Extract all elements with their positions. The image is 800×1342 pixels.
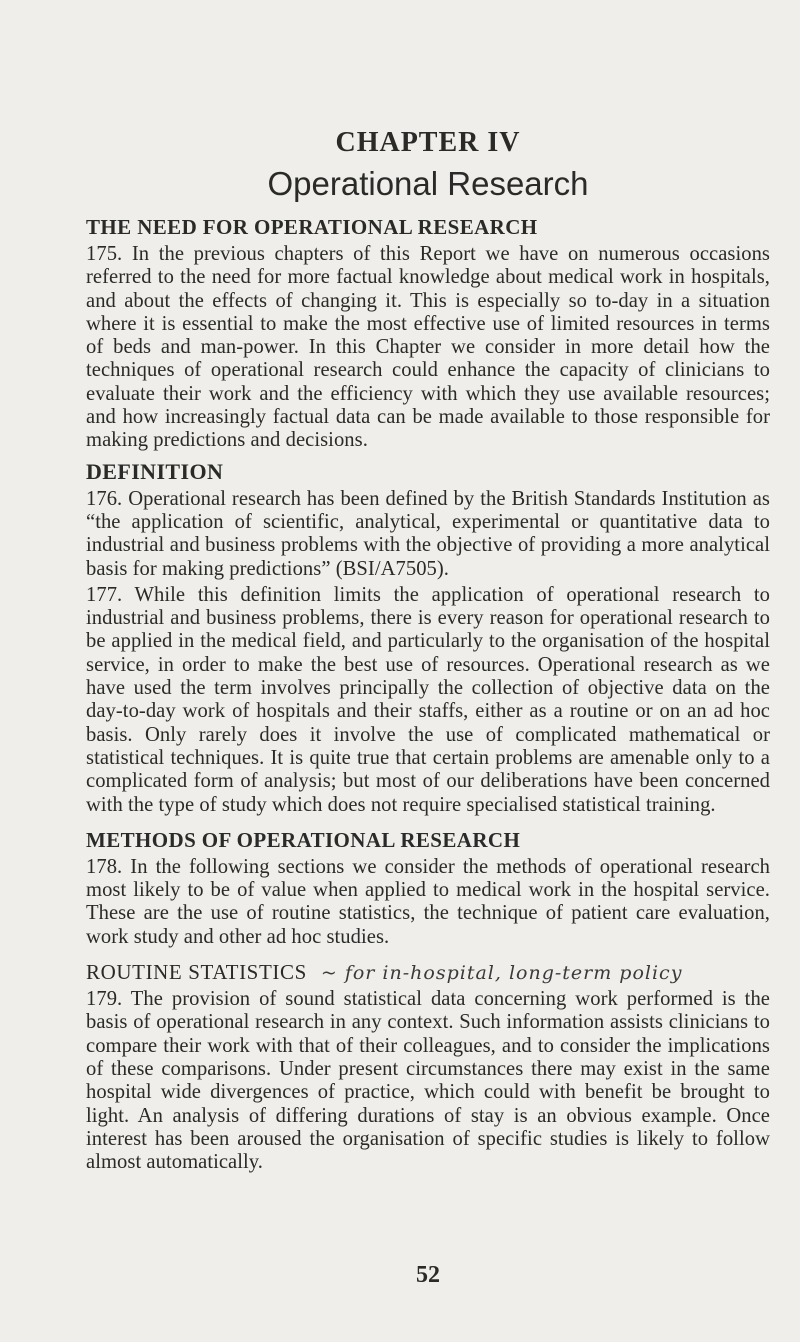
section-heading-definition: DEFINITION — [86, 458, 224, 484]
paragraph-175: 175. In the previous chapters of this Report we have on numerous occasions referred to the need for more factual knowledge about medical work in hospitals, and about the effects of changing it. This is especially so to-day in a situation where it is essential to make the most effective use of limited resources in terms of beds and man-power. In this Chapter we consider in more detail how the techniques of operational research could enhance the capacity of clinicians to evaluate their work and the efficiency with which they use available resources; and how increasingly factual data can be made available to those responsible for making predictions and decisions. — [86, 243, 770, 452]
section-heading-routine-statistics: ROUTINE STATISTICS — [86, 960, 307, 985]
paragraph-178: 178. In the following sections we consider the methods of operational research most likely to be of value when applied to medical work in the hospital service. These are the use of routine statistics, the technique of patient care evaluation, work study and other ad hoc studies. — [86, 855, 770, 948]
chapter-label: CHAPTER IV — [335, 127, 521, 158]
handwritten-annotation: ~ for in-hospital, long-term policy — [320, 962, 683, 985]
page-title: Operational Research — [267, 165, 589, 202]
section-heading-methods: METHODS OF OPERATIONAL RESEARCH — [86, 827, 521, 852]
section-heading-need: THE NEED FOR OPERATIONAL RESEARCH — [86, 215, 538, 239]
page-number: 52 — [416, 1262, 440, 1288]
routine-statistics-heading-row — [86, 959, 770, 985]
paragraph-177: 177. While this definition limits the application of operational research to industrial and business problems, there is every reason for operational research to be applied in the medical field, and particularly to the organisation of the hospital service, in order to make the best use of resources. Operational research as we have used the term involves principally the collection of objective data on the day-to-day work of hospitals and their staffs, either as a routine or on an ad hoc basis. Only rarely does it involve the use of complicated mathematical or statistical techniques. It is quite true that certain problems are amenable only to a complicated form of analysis; but most of our deliberations have been concerned with the type of study which does not require specialised statistical training. — [86, 583, 770, 816]
paragraph-179: 179. The provision of sound statistical data concerning work performed is the basis of operational research in any context. Such information assists clinicians to compare their work with that of their colleagues, and to consider the implications of these comparisons. Under present circumstances there may exist in the same hospital wide divergences of practice, which could with benefit be brought to light. An analysis of differing durations of stay is an obvious example. Once interest has been aroused the organisation of specific studies is likely to follow almost automatically. — [86, 988, 770, 1174]
paragraph-176: 176. Operational research has been defined by the British Standards Institution as “the application of scientific, analytical, experimental or quantitative data to industrial and business problems with the objective of providing a more analytical basis for making predictions” (BSI/A7505). — [86, 487, 770, 580]
